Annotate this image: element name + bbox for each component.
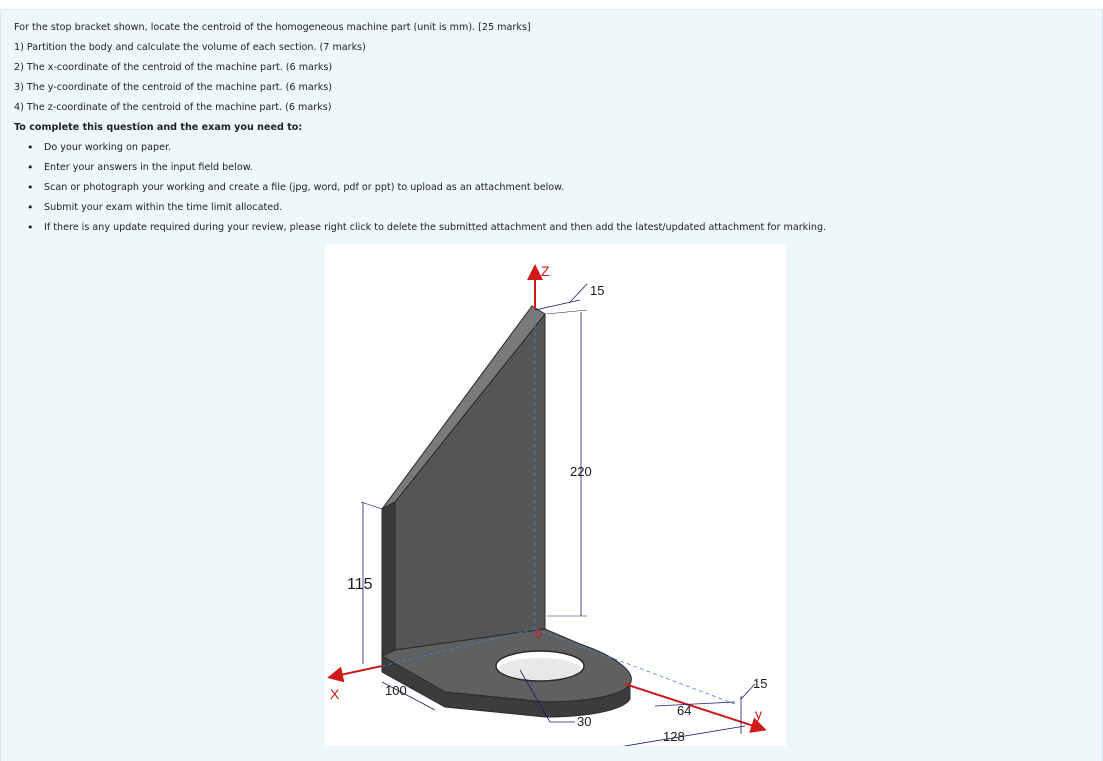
instructions-list [14,138,1094,238]
bullet-icon: • [27,141,34,154]
dim-height: 220 [570,464,592,479]
axis-x-arrow [331,666,382,677]
origin-label: 0 [535,627,542,641]
base-hole-inner [500,658,580,680]
instruction-text: Do your working on paper. [44,142,172,153]
dim-base-thickness: 15 [753,676,768,691]
question-part-1: 1) Partition the body and calculate the volume of each section. (7 marks) [14,42,366,53]
instructions-heading: To complete this question and the exam you need to: [14,122,303,133]
bracket-drawing [325,244,786,746]
axis-y-label: y [755,706,762,722]
dim-top-thickness-leader [570,284,587,302]
question-part-2: 2) The x-coordinate of the centroid of the machine part. (6 marks) [14,62,333,73]
dim-side-height: 115 [347,576,373,593]
instruction-item [14,218,1094,238]
bullet-icon: • [27,181,34,194]
instruction-item [14,138,1094,158]
instruction-text: Enter your answers in the input field below. [44,162,253,173]
question-intro: For the stop bracket shown, locate the centroid of the homogeneous machine part (unit is mm). [25 marks] [14,22,531,33]
instruction-text: Scan or photograph your working and create a file (jpg, word, pdf or ppt) to upload as an attachment below. [44,182,565,193]
dim-radius-y: 64 [677,703,692,718]
instruction-text: Submit your exam within the time limit allocated. [44,202,283,213]
question-part-4: 4) The z-coordinate of the centroid of the machine part. (6 marks) [14,102,332,113]
instruction-item [14,158,1094,178]
vertical-plate-side-edge [382,502,395,656]
dim-hole-diameter: 30 [577,714,592,729]
instruction-text: If there is any update required during your review, please right click to delete the submitted attachment and then add the latest/updated attachment for marking. [44,222,827,233]
question-panel [0,9,1103,761]
axis-x-label: X [330,686,340,702]
axis-y-arrow [625,684,763,729]
bullet-icon: • [27,161,34,174]
instruction-item [14,198,1094,218]
instruction-item [14,178,1094,198]
dim-width-x: 100 [385,683,407,698]
dim-top-thickness: 15 [590,283,605,298]
axis-z-label: Z [541,263,550,279]
bullet-icon: • [27,221,34,234]
dim-side-ext-top [361,502,382,509]
bullet-icon: • [27,201,34,214]
dim-length-y: 128 [663,729,685,744]
dim-top-thickness-line [535,300,580,310]
stop-bracket-figure [325,244,786,746]
question-text [14,18,1094,238]
dim-radius-line [655,702,735,706]
question-part-3: 3) The y-coordinate of the centroid of the machine part. (6 marks) [14,82,332,93]
